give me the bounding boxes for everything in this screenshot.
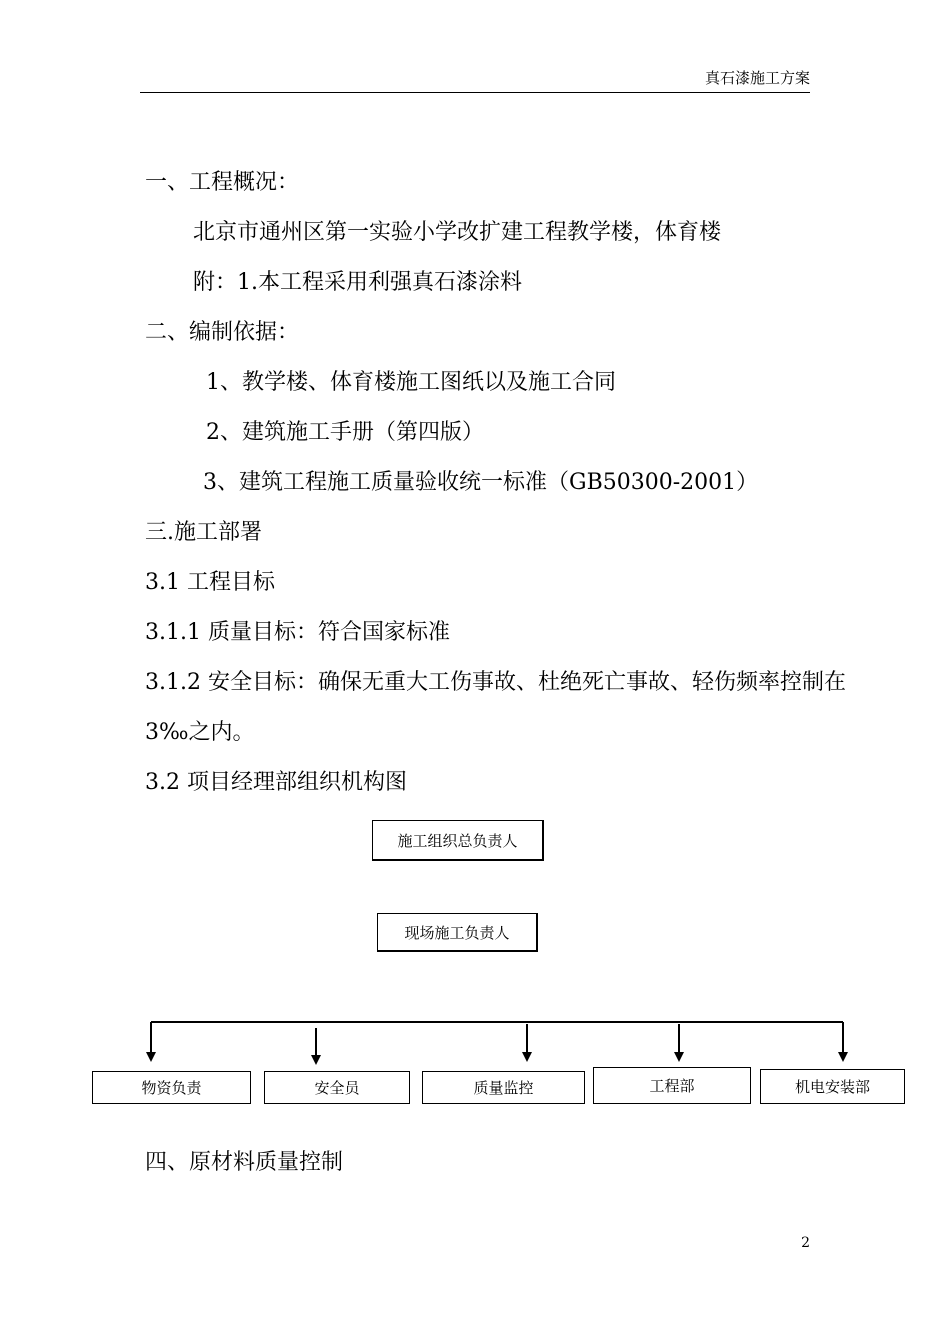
- org-box-engineering: 工程部: [593, 1067, 751, 1104]
- page-number: 2: [801, 1235, 810, 1251]
- org-box-general-manager: 施工组织总负责人: [372, 820, 544, 861]
- basis-item-2: 2、建筑施工手册（第四版）: [206, 420, 484, 445]
- org-box-mechanical-electrical: 机电安装部: [760, 1069, 905, 1104]
- org-arrow-3: [522, 1024, 532, 1062]
- project-note: 附：1.本工程采用利强真石漆涂料: [193, 270, 522, 295]
- org-arrow-1: [146, 1022, 156, 1062]
- basis-item-1: 1、教学楼、体育楼施工图纸以及施工合同: [206, 370, 616, 395]
- org-box-site-manager: 现场施工负责人: [377, 913, 538, 952]
- subsection-3-1-2: 3.1.2 安全目标：确保无重大工伤事故、杜绝死亡事故、轻伤频率控制在: [145, 670, 846, 695]
- subsection-3-1-2-cont: 3‰之内。: [145, 720, 255, 745]
- org-arrow-4: [674, 1024, 684, 1062]
- org-arrow-2: [311, 1028, 321, 1065]
- subsection-3-2: 3.2 项目经理部组织机构图: [145, 770, 407, 795]
- section-1-heading: 一、工程概况：: [145, 170, 300, 195]
- section-4-heading: 四、原材料质量控制: [145, 1150, 344, 1175]
- subsection-3-1: 3.1 工程目标: [145, 570, 275, 595]
- org-box-quality: 质量监控: [422, 1071, 585, 1104]
- project-name: 北京市通州区第一实验小学改扩建工程教学楼，体育楼: [193, 220, 722, 245]
- org-arrow-5: [838, 1022, 848, 1062]
- header-title: 真石漆施工方案: [704, 69, 810, 87]
- section-2-heading: 二、编制依据：: [145, 320, 300, 345]
- section-3-heading: 三.施工部署: [145, 520, 262, 545]
- org-box-safety: 安全员: [264, 1071, 410, 1104]
- org-box-materials: 物资负责: [92, 1071, 251, 1104]
- basis-item-3: 3、建筑工程施工质量验收统一标准（GB50300-2001）: [203, 470, 759, 495]
- subsection-3-1-1: 3.1.1 质量目标：符合国家标准: [145, 620, 450, 645]
